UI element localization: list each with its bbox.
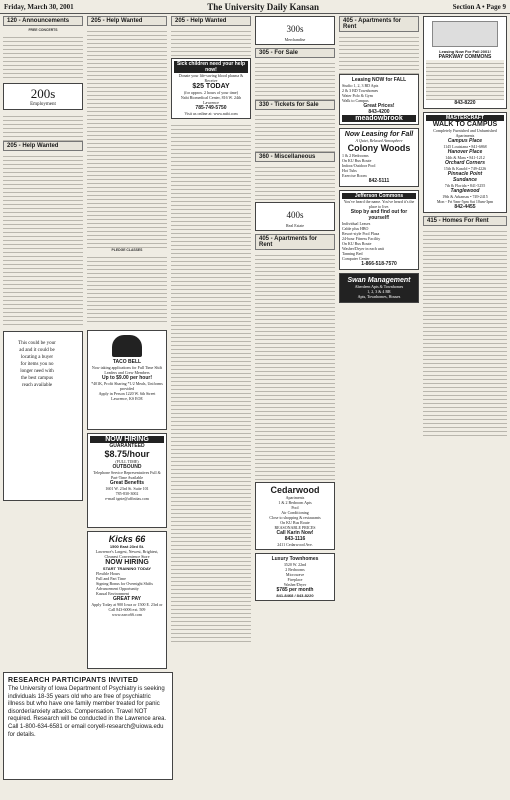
- jefferson-list-item: Tanning Bed: [342, 251, 363, 256]
- meadowbrook-phone: 843-4200: [368, 109, 390, 115]
- kicks-hiring: NOW HIRING: [105, 559, 149, 566]
- masthead: [0, 0, 510, 14]
- merch-sub: Merchandise: [284, 37, 306, 42]
- guaranteed: GUARANTEED: [109, 443, 145, 449]
- header-tickets: 330 - Tickets for Sale: [255, 100, 335, 110]
- luxury-addr: 3520 W. 22nd: [283, 562, 307, 567]
- kicks-list-item: Advancement Opportunity: [96, 586, 139, 591]
- kicks-training: START TRAINING TODAY: [102, 566, 152, 571]
- fulltime: (FULL TIME): [115, 459, 139, 464]
- text-block: [255, 252, 335, 482]
- jefferson-list-item: Resort-style Pool Plaza: [342, 231, 380, 236]
- cedarwood-list-item: On KU Bus Route: [280, 520, 310, 525]
- benefits-email: e-mail tgnte@affinitas.com: [105, 496, 149, 501]
- sundance-addr: 7th & Florida • 841-5255: [444, 183, 486, 188]
- kicks-sub: Lawrence's Largest, Newest, Brightest, Cleanest Convenience Store: [95, 549, 159, 559]
- colony-phone: 842-5111: [368, 178, 390, 184]
- header-help-wanted-3: 205 - Help Wanted: [171, 16, 251, 26]
- cedarwood-list-item: Close to shopping & restaurants: [269, 515, 321, 520]
- jefferson-list-item: Cable plus HBO: [342, 226, 369, 231]
- cedarwood-list: [258, 500, 332, 530]
- outbound-sub: Telephone Service Representatives Full & Part-Time Available: [93, 470, 161, 480]
- leasing-list-item: Studio 1, 2, 3 BD Apts: [342, 83, 379, 88]
- kicks-list-item: Kasual Environment: [96, 591, 129, 596]
- header-announcements: 120 - Announcements: [3, 16, 83, 26]
- cedarwood-list-item: Pool: [291, 505, 299, 510]
- hanover-addr: 14th & Mass • 841-1212: [445, 155, 485, 160]
- amount: $25 TODAY: [192, 83, 230, 90]
- luxury-phone: 841-8468 / 843-8220: [276, 593, 314, 598]
- text-block: [3, 113, 83, 141]
- text-block: [255, 164, 335, 202]
- text-block: [3, 34, 83, 80]
- text-block: [171, 122, 251, 642]
- tanglewood: Tanglewood: [450, 188, 480, 194]
- masthead-date: Friday, March 30, 2001: [4, 2, 74, 11]
- text-block: [426, 60, 504, 100]
- real-estate-sub: Real Estate: [285, 223, 305, 228]
- taco-name: TACO BELL: [112, 359, 142, 365]
- cedarwood-sub: Apartments: [285, 495, 305, 500]
- cedarwood-list-item: Air Conditioning: [281, 510, 309, 515]
- donate: Donate your life-saving blood plasma & Receive: [178, 73, 244, 83]
- outbound: OUTBOUND: [112, 464, 142, 470]
- header-apartments-5: 405 - Apartments for Rent: [339, 16, 419, 32]
- kicks-apply: Apply Today at 900 Iowa or 1500 E. 23rd or Call 843-6006 ext. 509: [91, 602, 163, 612]
- luxury-list-item: Washer/Dryer: [283, 582, 307, 587]
- sundance: Sundance: [453, 177, 477, 183]
- text-block: [87, 28, 167, 248]
- mastercraft-name: MASTERCRAFT: [426, 115, 504, 121]
- office-hours: Mon - Fri 9am-5pm Sat 10am-3pm: [436, 199, 494, 204]
- real-estate-number: 400s: [286, 210, 304, 220]
- taco-pay: Up to $9.00 per hour!: [101, 375, 152, 381]
- outbound-ad: [87, 433, 167, 528]
- jefferson-list-item: Computer Center: [342, 256, 370, 261]
- leasing-list-item: Walk to Campus: [342, 98, 369, 103]
- wage: $8.75/hour: [104, 449, 150, 459]
- tanglewood-addr: 19th & Arkansas • 749-2415: [442, 194, 488, 199]
- mastercraft-ad: [423, 112, 507, 213]
- parkway-phone: 843-8220: [454, 100, 476, 106]
- parkway-sub: Leasing Now For Fall 2001!: [439, 49, 491, 54]
- nabi-web: Visit us online at: www.nabi.com: [184, 111, 238, 116]
- sick-children: Sick children need your help now!: [174, 61, 248, 73]
- walk-sub: Completely Furnished and Unfurnished Apartments: [433, 128, 497, 138]
- swan-name: Swan Management: [347, 277, 411, 284]
- swan-list: [343, 284, 415, 299]
- merchandise-header: [255, 16, 335, 45]
- text-block: [255, 112, 335, 152]
- pledge-classes: PLEDGE CLASSES: [111, 248, 143, 252]
- parkway-ad: [423, 16, 507, 109]
- kicks-name: Kicks 66: [108, 534, 146, 544]
- cedarwood-list-item: 1 & 2 Bedroom Apts: [278, 500, 312, 505]
- cedarwood-addr: 2411 Cedarwood Ave.: [277, 542, 313, 547]
- walk-to-campus: WALK TO CAMPUS: [432, 121, 498, 128]
- text-block: [171, 28, 251, 58]
- real-estate-header: [255, 202, 335, 231]
- jefferson-msg: You've heard the name. You've heard it's the place to live.: [343, 199, 415, 209]
- text-block: [87, 254, 167, 324]
- jefferson-ad: [339, 190, 419, 270]
- masthead-section: Section A • Page 9: [452, 2, 506, 11]
- header-help-wanted-2: 205 - Help Wanted: [87, 16, 167, 26]
- swan-ad: [339, 273, 419, 303]
- benefits-phone: 785-830-3002: [115, 491, 139, 496]
- kicks-list-item: Flexible Hours: [96, 571, 120, 576]
- orchard-corners: Orchard Corners: [444, 160, 485, 166]
- swan-list-item: Aberdeen Apts & Townhomes: [354, 284, 404, 289]
- jefferson-list-item: Washer/Dryer in each unit: [342, 246, 384, 251]
- kicks-web: www.zarco66.com: [112, 612, 142, 617]
- meadowbrook-ad: [339, 74, 419, 125]
- kicks-list: [90, 571, 164, 596]
- benefits-addr: 1601 W. 23rd St. Suite 101: [105, 486, 149, 491]
- bell-icon: [112, 335, 142, 357]
- leasing-list-item: Water Polo & Gym: [342, 93, 373, 98]
- column-3: [171, 16, 251, 796]
- parkway-name: PARKWAY COMMONS: [438, 54, 492, 60]
- cedarwood-ad: [255, 482, 335, 550]
- masthead-paper: The University Daily Kansan: [207, 1, 320, 12]
- leasing-list-item: 2 & 3 BD Townhomes: [342, 88, 379, 93]
- jefferson-list-item: 24-hour Fitness Facility: [342, 236, 381, 241]
- merch-number: 300s: [286, 24, 304, 34]
- colony-list-item: On KU Bus Route: [342, 158, 372, 163]
- text-block: [3, 153, 83, 328]
- stop-by: Stop by and find out for yourself!: [350, 209, 408, 221]
- column-6: [423, 16, 507, 796]
- taco-text: Now taking applications for Full Time Shift Leaders and Crew Members: [91, 365, 163, 375]
- campus-place: Campus Place: [447, 138, 483, 144]
- research-title: RESEARCH PARTICIPANTS INVITED: [8, 677, 139, 684]
- luxury-title: Luxury Townhomes: [271, 556, 319, 562]
- swan-list-item: 1, 2, 3 & 4 BR: [367, 289, 391, 294]
- colony-list-item: Indoor/Outdoor Pool: [342, 163, 376, 168]
- cedarwood-name: Cedarwood: [270, 485, 320, 495]
- cedarwood-phone: 843-1116: [284, 536, 306, 542]
- header-homes: 415 - Homes For Rent: [423, 216, 507, 226]
- header-apartments: 405 - Apartments for Rent: [255, 234, 335, 250]
- benefits: Great Benefits: [109, 480, 145, 486]
- header-misc: 360 - Miscellaneous: [255, 152, 335, 162]
- header-help-wanted: 205 - Help Wanted: [3, 141, 83, 151]
- colony-list-item: Exercise Room: [342, 173, 367, 178]
- house-ad-text: This could be your ad and it could be locating a buyer for items you no longer need with the best campus reach available: [18, 341, 56, 389]
- jefferson-list: [342, 221, 416, 261]
- meadowbrook-name: meadowbrook: [342, 115, 416, 122]
- kicks-list-item: Full and Part Time: [96, 576, 126, 581]
- leasing-title: Leasing NOW for FALL: [351, 77, 407, 83]
- colony-list: [342, 153, 416, 178]
- now-hiring: NOW HIRING: [90, 436, 164, 443]
- leasing-list: [342, 83, 416, 103]
- luxury-list-item: 2 Bedrooms: [285, 567, 305, 572]
- luxury-ad: [255, 553, 335, 601]
- colony-list-item: 1 & 2 Bedrooms: [342, 153, 369, 158]
- taco-apply: Apply in Person 1220 W. 6th Street Lawrence, KS EOE: [98, 391, 156, 401]
- quiet: A Quiet, Relaxed Atmosphere: [355, 138, 403, 143]
- nabi-phone: 785-749-5750: [195, 105, 227, 111]
- jefferson-phone: 1-866-518-7570: [361, 261, 397, 267]
- swan-list-item: Apts, Townhomes, Houses: [357, 294, 401, 299]
- colony-name: Colony Woods: [347, 143, 411, 153]
- employment-sub: Employment: [30, 102, 56, 108]
- jefferson-list-item: Individual Leases: [342, 221, 371, 226]
- colony-woods-ad: [339, 128, 419, 187]
- building-image: [432, 21, 498, 47]
- text-block: [339, 34, 419, 74]
- kicks-list-item: Signing Bonus for Overnight Shifts: [96, 581, 153, 586]
- text-block: [255, 60, 335, 100]
- mastercraft-phone: 842-4455: [454, 204, 476, 210]
- great-pay: GREAT PAY: [113, 596, 141, 602]
- taco-benefits: *401K, Profit Sharing *1/2 Meals, Uniforms provided: [91, 381, 163, 391]
- orchard-addr: 15th & Kasold • 749-4226: [443, 166, 487, 171]
- luxury-list: [258, 567, 332, 587]
- house-ad: [3, 331, 83, 501]
- text-block: [423, 228, 507, 438]
- pinnacle-point: Pinnacle Point: [447, 171, 483, 177]
- luxury-price: $785 per month: [276, 587, 314, 593]
- kicks-addr: 1500 East 23rd St.: [109, 544, 145, 549]
- jefferson-list-item: On KU Bus Route: [342, 241, 372, 246]
- amount-sub: (for approx. 2 hours of your time): [183, 90, 239, 95]
- nabi-ad: [171, 58, 251, 119]
- luxury-list-item: Fireplace: [287, 577, 303, 582]
- campus-addr: 1145 Louisiana • 841-6868: [443, 144, 487, 149]
- header-for-sale: 305 - For Sale: [255, 48, 335, 58]
- cedarwood-list-item: REASONABLE PRICES: [274, 525, 316, 530]
- research-ad: [3, 672, 173, 780]
- column-4: [255, 16, 335, 796]
- now-leasing-fall: Now Leasing for Fall: [344, 131, 414, 138]
- column-5: [339, 16, 419, 796]
- kicks-ad: [87, 531, 167, 669]
- employment-number: 200s: [30, 86, 56, 102]
- nabi-address: Nabi Biomedical Center, 816 W. 24th Lawrence: [180, 95, 242, 105]
- cedarwood-call: Call Karin Now!: [276, 530, 314, 536]
- research-body: The University of Iowa Department of Psychiatry is seeking individuals 18-35 years old who are free of psychiatric illness but who have one family member treated for panic disorder/anxiety attacks. Compensation. Travel NOT required. Research will be conducted in the Lawrence area. Call 1-800-634-6581 or email coryell-research@uiowa.edu for details.: [8, 686, 167, 738]
- employment-header: [3, 83, 83, 110]
- great-prices: Great Prices!: [363, 103, 395, 109]
- hanover-place: Hanover Place: [447, 149, 483, 155]
- jefferson-name: Jefferson Commons: [342, 193, 416, 199]
- colony-list-item: Hot Tubs: [342, 168, 357, 173]
- taco-bell-ad: [87, 330, 167, 430]
- luxury-list-item: Microwave: [285, 572, 305, 577]
- free-concerts: FREE CONCERTS: [28, 28, 58, 32]
